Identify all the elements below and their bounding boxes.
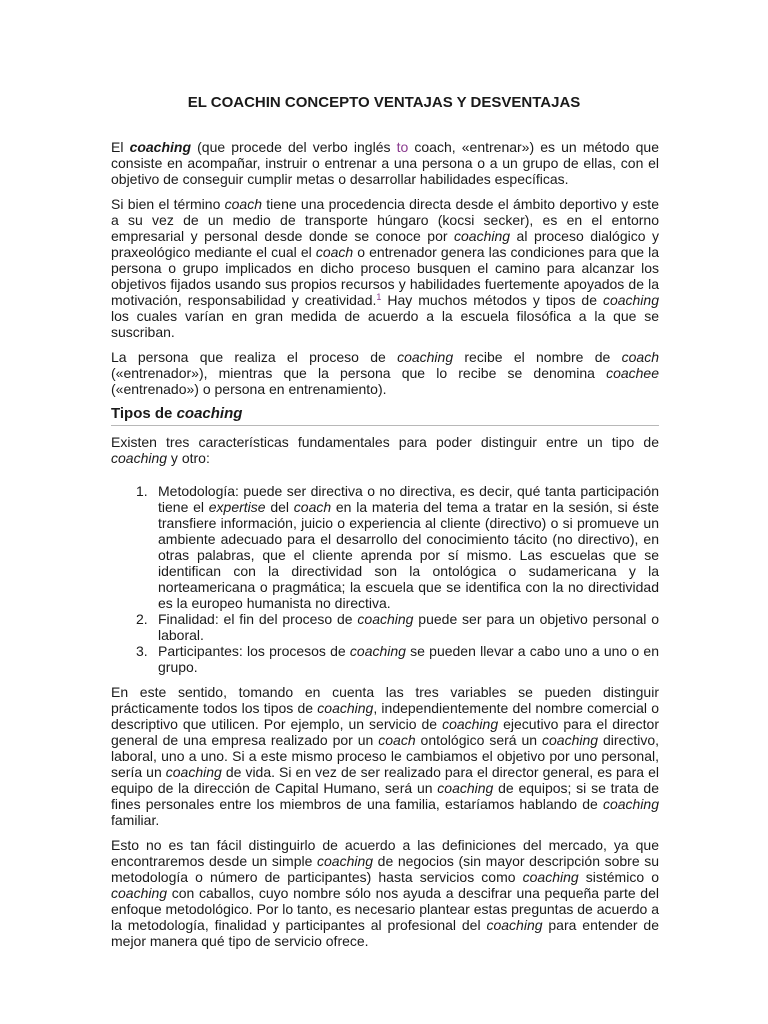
text-run: coaching <box>397 349 454 365</box>
text-run: ejecutivo para el director general de una empresa realizado por un <box>111 716 659 748</box>
text-run: Finalidad: el fin del proceso de <box>158 611 358 627</box>
paragraph-roles <box>111 349 659 397</box>
text-run: recibe el nombre de <box>453 349 622 365</box>
text-run: coachee <box>606 365 659 381</box>
text-run: coaching <box>602 292 659 308</box>
text-run: (que procede del verbo inglés <box>191 139 397 155</box>
paragraph-examples <box>111 684 659 828</box>
text-run: familiar. <box>111 812 160 828</box>
text-run: coaching <box>542 732 599 748</box>
list-item-participants <box>111 643 659 675</box>
text-run: de vida. Si en vez de ser realizado para el director general, es para el equipo de la dirección de Capital Humano, será un <box>111 764 659 796</box>
text-run: Esto no es tan fácil distinguirlo de acuerdo a las definiciones del mercado, ya que encontraremos desde un simple <box>111 837 659 869</box>
text-run: coaching <box>317 700 374 716</box>
text-run: El <box>111 139 130 155</box>
section-heading-tipos <box>111 406 659 426</box>
text-run: directivo, laboral, uno a uno. Si a este mismo proceso le cambiamos el objetivo por uno personal, sería un <box>111 732 659 780</box>
paragraph-characteristics <box>111 434 659 466</box>
text-run: coaching <box>437 780 494 796</box>
text-run: («entrenado») o persona en entrenamiento). <box>111 381 387 397</box>
text-run: coaching <box>165 764 222 780</box>
text-run: («entrenador»), mientras que la persona que lo recibe se denomina <box>111 365 607 381</box>
text-run: coaching <box>442 716 499 732</box>
link-to[interactable]: to <box>396 139 409 155</box>
text-run: Si bien el término <box>111 196 225 212</box>
text-run: Metodología: puede ser directiva o no directiva, es decir, qué tanta participación tiene el <box>158 483 659 515</box>
text-run: coach <box>315 244 354 260</box>
text-run: Hay muchos métodos y tipos de <box>381 292 603 308</box>
text-run: coaching <box>111 885 168 901</box>
text-run: del <box>265 499 294 515</box>
text-run: Participantes: los procesos de <box>158 643 350 659</box>
text-run: de equipos; si se trata de fines personales entre los miembros de una familia, estaríamos hablando de <box>111 780 659 812</box>
text-run: coaching <box>111 450 168 466</box>
text-run: coaching <box>454 228 511 244</box>
text-run: , independientemente del nombre comercial o descriptivo que utilicen. Por ejemplo, un servicio de <box>111 700 659 732</box>
paragraph-origin <box>111 196 659 340</box>
paragraph-definition <box>111 139 659 187</box>
text-run: y otro: <box>167 450 210 466</box>
text-run: En este sentido, tomando en cuenta las tres variables se pueden distinguir prácticamente todos los tipos de <box>111 684 659 716</box>
text-run: coach <box>378 732 416 748</box>
text-run: expertise <box>208 499 266 515</box>
text-run: de negocios (sin mayor descripción sobre su metodología o número de participantes) hasta servicios como <box>111 853 660 885</box>
text-run: coaching <box>486 917 543 933</box>
text-run: o entrenador genera las condiciones para que la persona o grupo implicados en dicho proceso busquen el camino para alcanzar los objetivos fijados usando sus propios recursos y habilidades fuertemente apoyados de la motivación, responsabilidad y creatividad. <box>111 244 659 308</box>
paragraph-market <box>111 837 659 949</box>
text-run: tiene una procedencia directa desde el ámbito deportivo y este a su vez de un medio de transporte húngaro (kocsi secker), es en el entorno empresarial y personal desde donde se conoce por <box>111 196 659 244</box>
text-run: sistémico o <box>578 869 659 885</box>
text-run: coaching <box>357 611 414 627</box>
document-title: EL COACHIN CONCEPTO VENTAJAS Y DESVENTAJAS <box>187 94 581 111</box>
text-run: coaching <box>176 405 243 422</box>
text-run: Existen tres características fundamentales para poder distinguir entre un tipo de <box>111 434 659 450</box>
text-run: en la materia del tema a tratar en la sesión, si éste transfiere información, juicio o experiencia al cliente (directivo) o si promueve un ambiente adecuado para el desarrollo del conocimiento tácito (no directivo), en otras palabras, que el cliente aprenda por sí mismo. Las escuelas que se identifican con la directividad son la ontológica o sudamericana y la norteamericana o pragmática; la escuela que se identifica con la no directividad es la europeo humanista no directiva. <box>158 499 659 611</box>
text-run: coach, «entrenar») es un método que consiste en acompañar, instruir o entrenar a una persona o a un grupo de ellas, con el objetivo de conseguir cumplir metas o desarrollar habilidades específicas. <box>111 139 659 187</box>
text-run: con caballos, cuyo nombre sólo nos ayuda a descifrar una pequeña parte del enfoque metodológico. Por lo tanto, es necesario plantear estas preguntas de acuerdo a la metodología, finalidad y participantes al profesional del <box>111 885 659 933</box>
text-run: puede ser para un objetivo personal o laboral. <box>158 611 659 643</box>
text-run: coaching <box>349 643 406 659</box>
text-run: La persona que realiza el proceso de <box>111 349 398 365</box>
text-run: para entender de mejor manera qué tipo de servicio ofrece. <box>111 917 660 949</box>
text-run: coaching <box>602 796 659 812</box>
text-run: Tipos de <box>111 405 177 422</box>
text-run: al proceso dialógico y praxeológico mediante el cual el <box>111 228 659 260</box>
text-run: coaching <box>522 869 579 885</box>
list-item-purpose <box>111 611 659 643</box>
text-run: se pueden llevar a cabo uno a uno o en grupo. <box>158 643 659 675</box>
text-run: coaching <box>129 139 192 155</box>
text-run: ontológico será un <box>415 732 542 748</box>
text-run: coach <box>621 349 659 365</box>
list-item-methodology <box>111 483 659 611</box>
text-run: los cuales varían en gran medida de acuerdo a la escuela filosófica a la que se suscriban. <box>111 308 659 340</box>
text-run: coach <box>293 499 332 515</box>
text-run: coach <box>224 196 262 212</box>
list-number: 2. <box>136 611 148 627</box>
list-number: 3. <box>136 643 148 659</box>
characteristics-list <box>111 483 659 675</box>
document-body <box>111 139 659 958</box>
list-number: 1. <box>136 483 148 499</box>
text-run: coaching <box>317 853 374 869</box>
footnote-link[interactable]: 1 <box>376 292 382 302</box>
